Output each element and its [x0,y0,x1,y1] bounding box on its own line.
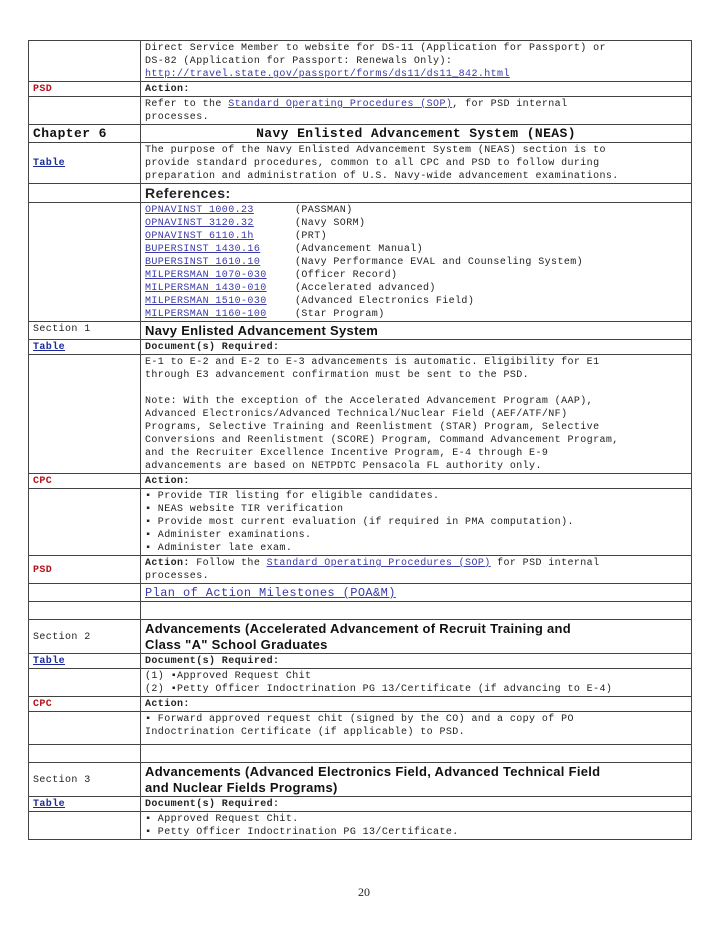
list-item: BUPERSINST 1430.16 (Advancement Manual) [145,244,424,255]
list-item: MILPERSMAN 1070-030 (Officer Record) [145,270,398,281]
reference-link[interactable]: OPNAVINST 1000.23 [145,205,254,216]
references-list [141,203,692,322]
list-item: MILPERSMAN 1510-030 (Advanced Electronics Field) [145,296,475,307]
table-row [29,143,692,184]
table-row [29,355,692,474]
passport-instructions: Direct Service Member to website for DS-11 (Application for Passport) or DS-82 (Application for Passport: Renewals Only): http://travel.state.gov/passport/forms/ds11/ds11_842.html [141,41,692,82]
table-row [29,41,692,82]
table-link[interactable]: Table [33,799,66,810]
table-row [29,474,692,489]
chapter-label: Chapter 6 [29,125,141,143]
table-row [29,584,692,602]
table-row [29,203,692,322]
section1-body: E-1 to E-2 and E-2 to E-3 advancements is automatic. Eligibility for E1 through E3 advancement confirmation must be sent to the PSD. Note: With the exception of the Accelerated Advancement Program (AAP), Advanced Electronics/Advanced Technical/Nuclear Field (AEF/ATF/NF) Programs, Selective Training and Reenlistment (STAR) Program, Selective Conversions and Reenlistment (SCORE) Program, Command Advancement Program, and the Recruiter Excellence Incentive Program, E-4 through E-9 advancements are based on NETPDTC Pensacola FL authority only. [141,355,692,474]
reference-link[interactable]: MILPERSMAN 1160-100 [145,309,267,320]
chapter-purpose: The purpose of the Navy Enlisted Advancement System (NEAS) section is to provide standard procedures, common to all CPC and PSD to follow during preparation and administration of U.S. Navy-wide advancement examinations. [141,143,692,184]
list-item: ▪ Administer examinations. [145,530,312,541]
section-label: Section 1 [29,322,141,340]
list-item: MILPERSMAN 1430-010 (Accelerated advanced) [145,283,436,294]
list-item: OPNAVINST 3120.32 (Navy SORM) [145,218,366,229]
table-row [29,322,692,340]
list-item: (2) ▪Petty Officer Indoctrination PG 13/Certificate (if advancing to E-4) [145,684,613,695]
reference-link[interactable]: MILPERSMAN 1430-010 [145,283,267,294]
procedure-table [28,40,692,840]
passport-link[interactable]: http://travel.state.gov/passport/forms/ds11/ds11_842.html [145,69,510,80]
list-item: ▪ Approved Request Chit. [145,814,299,825]
cpc-label: CPC [29,697,141,712]
psd-action: Action: Follow the Standard Operating Procedures (SOP) for PSD internal processes. [141,556,692,584]
reference-link[interactable]: MILPERSMAN 1510-030 [145,296,267,307]
table-row [29,763,692,797]
reference-link[interactable]: BUPERSINST 1430.16 [145,244,261,255]
table-row [29,712,692,745]
list-item: ▪ Petty Officer Indoctrination PG 13/Certificate. [145,827,459,838]
list-item: ▪ Administer late exam. [145,543,293,554]
section2-docs [141,669,692,697]
table-row [29,620,692,654]
section-title: Advancements (Advanced Electronics Field, Advanced Technical Field and Nuclear Fields Programs) [141,763,692,797]
cpc-label: CPC [29,474,141,489]
action-label: Action: [141,82,692,97]
documents-required-label: Document(s) Required: [141,340,692,355]
table-row [29,797,692,812]
references-heading: References: [141,184,692,203]
reference-link[interactable]: BUPERSINST 1610.10 [145,257,261,268]
table-row [29,97,692,125]
table-link[interactable]: Table [33,342,66,353]
chapter-title: Navy Enlisted Advancement System (NEAS) [141,125,692,143]
list-item: BUPERSINST 1610.10 (Navy Performance EVAL and Counseling System) [145,257,584,268]
table-row [29,697,692,712]
list-item: OPNAVINST 6110.1h (PRT) [145,231,328,242]
documents-required-label: Document(s) Required: [141,797,692,812]
section-label: Section 3 [29,763,141,797]
table-row [29,340,692,355]
table-row [29,745,692,763]
section2-cpc-action: ▪ Forward approved request chit (signed by the CO) and a copy of PO Indoctrination Certificate (if applicable) to PSD. [141,712,692,745]
cpc-action-list [141,489,692,556]
sop-link[interactable]: Standard Operating Procedures (SOP) [228,99,453,110]
list-item: ▪ Provide most current evaluation (if required in PMA computation). [145,517,574,528]
section-label: Section 2 [29,620,141,654]
documents-required-label: Document(s) Required: [141,654,692,669]
reference-link[interactable]: OPNAVINST 3120.32 [145,218,254,229]
table-row [29,125,692,143]
poam-link[interactable]: Plan of Action Milestones (POA&M) [145,586,396,600]
page-number: 20 [358,885,370,899]
psd-label: PSD [29,82,141,97]
table-row [29,184,692,203]
section-title: Advancements (Accelerated Advancement of Recruit Training and Class "A" School Graduates [141,620,692,654]
list-item: OPNAVINST 1000.23 (PASSMAN) [145,205,353,216]
table-row [29,82,692,97]
action-label: Action: [141,474,692,489]
section-title: Navy Enlisted Advancement System [141,322,692,340]
table-row [29,602,692,620]
list-item: (1) ▪Approved Request Chit [145,671,312,682]
table-row [29,812,692,840]
reference-link[interactable]: MILPERSMAN 1070-030 [145,270,267,281]
list-item: ▪ Provide TIR listing for eligible candidates. [145,491,440,502]
psd-label: PSD [29,556,141,584]
list-item: MILPERSMAN 1160-100 (Star Program) [145,309,385,320]
section3-docs [141,812,692,840]
table-row [29,669,692,697]
action-label: Action: [141,697,692,712]
reference-link[interactable]: OPNAVINST 6110.1h [145,231,254,242]
sop-referral: Refer to the Standard Operating Procedures (SOP), for PSD internal processes. [141,97,692,125]
list-item: ▪ NEAS website TIR verification [145,504,344,515]
sop-link[interactable]: Standard Operating Procedures (SOP) [266,558,491,569]
table-row [29,654,692,669]
document-page [28,40,692,840]
table-link[interactable]: Table [33,158,66,169]
table-link[interactable]: Table [33,656,66,667]
table-row [29,489,692,556]
table-row [29,556,692,584]
